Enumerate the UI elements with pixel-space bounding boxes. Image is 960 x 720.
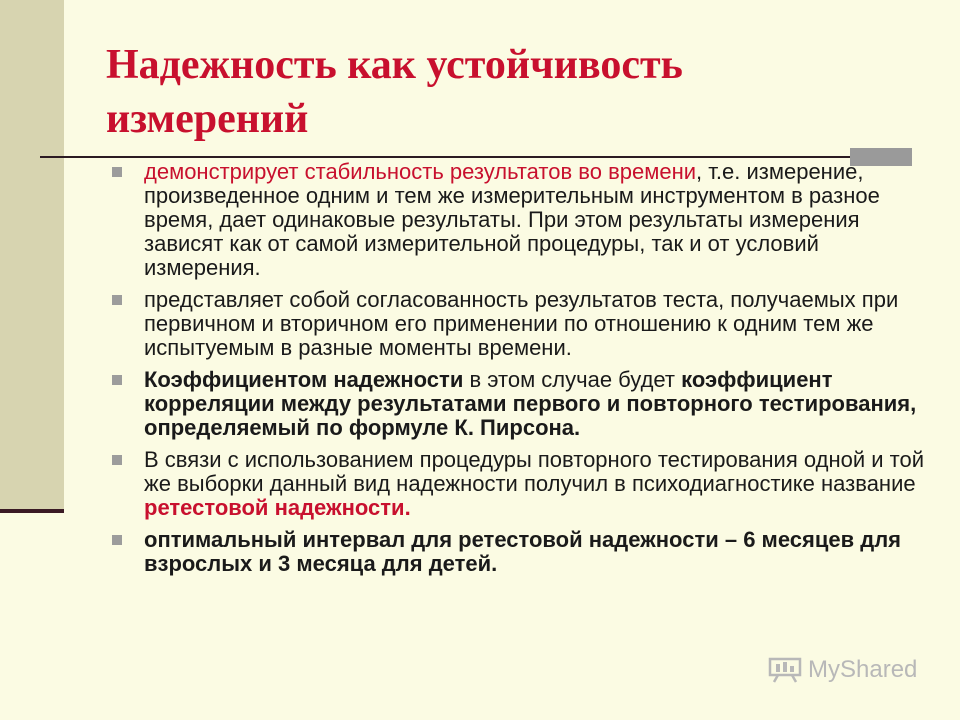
bullet-highlight: ретестовой надежности. [144,495,411,520]
left-decor-bar [0,0,64,512]
square-bullet-icon [112,375,122,385]
left-decor-line [0,509,64,513]
bullet-text: представляет собой согласованность результатов теста, получаемых при первичном и вторичном его применении по отношению к одним тем же испытуемым в разные моменты времени. [144,287,899,360]
square-bullet-icon [112,167,122,177]
square-bullet-icon [112,455,122,465]
bullet-list [108,160,938,584]
bullet-text: В связи с использованием процедуры повторного тестирования одной и той же выборки данный вид надежности получил в психодиагностике название [144,447,924,496]
bullet-item [108,288,938,360]
bullet-highlight: демонстрирует стабильность результатов во времени [144,159,697,184]
bullet-bold-text: оптимальный интервал для ретестовой надежности – 6 месяцев для взрослых и 3 месяца для детей. [144,527,902,576]
square-bullet-icon [112,295,122,305]
watermark [768,656,917,684]
slide-title: Надежность как устойчивость измерений [106,42,683,142]
bullet-item [108,528,938,576]
watermark-text: MyShared [808,656,918,683]
bullet-bold-definition: коэффициент корреляции между результатами первого и повторного тестирования, определяемый по формуле К. Пирсона. [144,367,917,440]
bullet-item [108,448,938,520]
bullet-item [108,368,938,440]
presentation-board-icon [768,657,802,683]
bullet-item [108,160,938,280]
title-underline [40,156,850,158]
bullet-text: , т.е. измерение, произведенное одним и тем же измерительным инструментом в разное время, дает одинаковые результаты. При этом результаты измерения зависят как от самой измерительной процедуры, так и от условий измерения. [144,159,880,280]
square-bullet-icon [112,535,122,545]
bullet-text: в этом случае будет [463,367,682,392]
bullet-bold-term: Коэффициентом надежности [144,367,464,392]
